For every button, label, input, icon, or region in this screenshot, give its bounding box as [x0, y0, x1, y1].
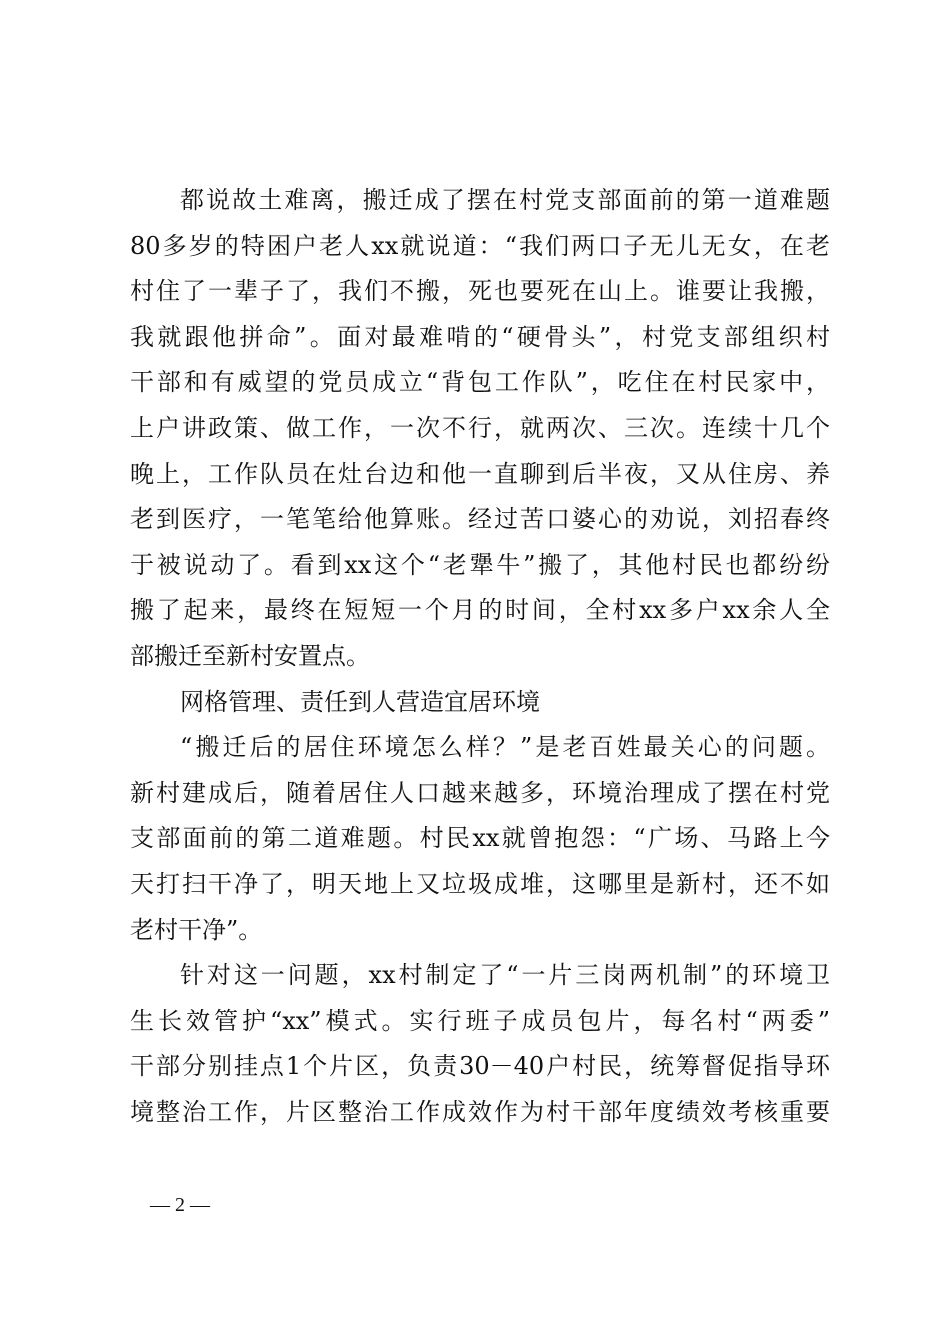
text-line: 生长效管护“xx”模式。实行班子成员包片，每名村“两委” — [130, 1006, 830, 1035]
text-line: 搬了起来，最终在短短一个月的时间，全村xx多户xx余人全 — [130, 596, 830, 625]
text-line: 新村建成后，随着居住人口越来越多，环境治理成了摆在村党 — [130, 778, 830, 807]
text-line: 天打扫干净了，明天地上又垃圾成堆，这哪里是新村，还不如 — [130, 869, 830, 898]
text-line: 老到医疗，一笔笔给他算账。经过苦口婆心的劝说，刘招春终 — [130, 505, 830, 534]
text-line: 于被说动了。看到xx这个“老犟牛”搬了，其他村民也都纷纷 — [130, 550, 830, 579]
text-line: 80多岁的特困户老人xx就说道：“我们两口子无儿无女，在老 — [130, 231, 830, 260]
text-line: 村住了一辈子了，我们不搬，死也要死在山上。谁要让我搬， — [130, 277, 830, 306]
body-text — [130, 178, 830, 1135]
text-line: 境整治工作，片区整治工作成效作为村干部年度绩效考核重要 — [130, 1097, 830, 1126]
text-line: 支部面前的第二道难题。村民xx就曾抱怨：“广场、马路上今 — [130, 824, 830, 853]
text-line: 干部和有威望的党员成立“背包工作队”，吃住在村民家中， — [130, 368, 830, 397]
text-line: 老村干净”。 — [130, 915, 263, 944]
text-line: 针对这一问题，xx村制定了“一片三岗两机制”的环境卫 — [180, 961, 830, 990]
text-line: 干部分别挂点1个片区，负责30－40户村民，统筹督促指导环 — [130, 1052, 830, 1081]
text-line: 上户讲政策、做工作，一次不行，就两次、三次。连续十几个 — [130, 413, 830, 442]
section-heading: 网格管理、责任到人营造宜居环境 — [180, 687, 540, 716]
text-line: 晚上，工作队员在灶台边和他一直聊到后半夜，又从住房、养 — [130, 459, 830, 488]
text-line: 都说故土难离，搬迁成了摆在村党支部面前的第一道难题 — [180, 186, 830, 214]
text-line: 我就跟他拼命”。面对最难啃的“硬骨头”，村党支部组织村 — [130, 322, 830, 351]
text-line: “搬迁后的居住环境怎么样？”是老百姓最关心的问题。 — [180, 733, 830, 762]
page-number: — 2 — — [150, 1194, 210, 1216]
text-line: 部搬迁至新村安置点。 — [130, 641, 370, 670]
